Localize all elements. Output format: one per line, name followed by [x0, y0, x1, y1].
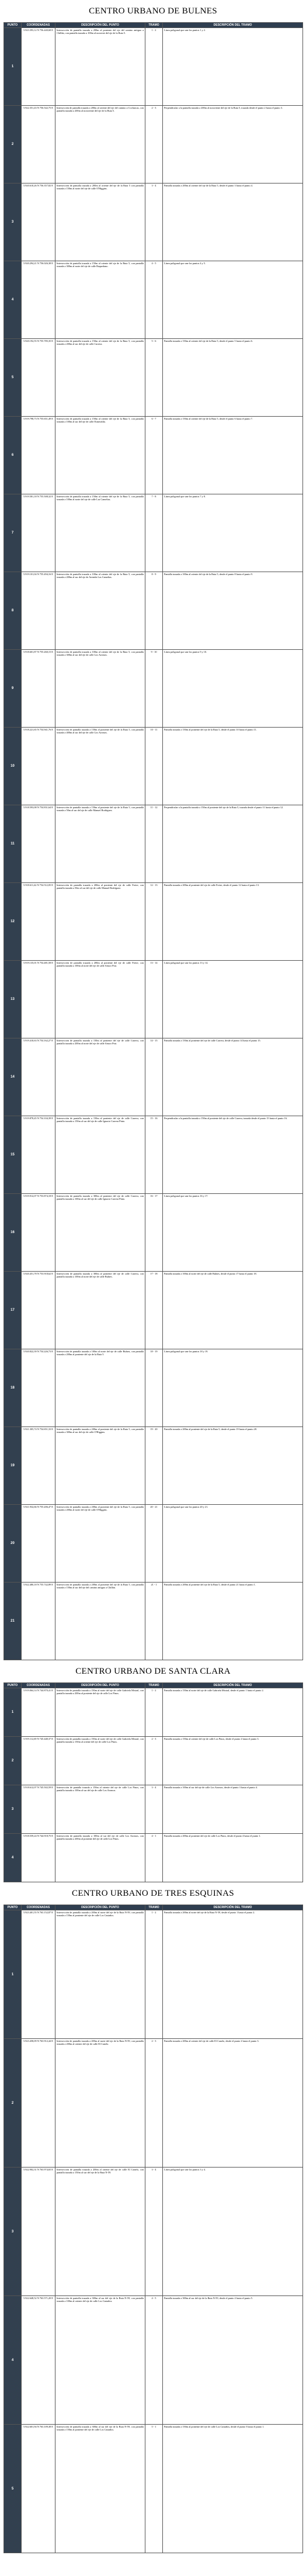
segment-description: Pantalla trazada a 200m al oriente del eje de calle El Canelo, desde el punto 2 hasta el punto 3.	[163, 2039, 303, 2168]
segment-description: Pantalla trazada a 150m al norte del eje de calle Gabriela Mistral, desde el punto 1 hasta el punto 2.	[163, 1688, 303, 1737]
segment-description: Línea poligonal que une los puntos 3 y 4.	[163, 2168, 303, 2296]
segment-description: Perpendicular a la pantalla trazada a 150m al poniente del eje de calle Carrera, trazada desde el punto 15 hasta el punto 16.	[163, 1116, 303, 1194]
segment-id: 19 - 20	[145, 1427, 163, 1505]
table-row	[4, 961, 303, 1038]
segment-id: 3 - 4	[145, 183, 163, 261]
table-row	[4, 1583, 303, 1660]
point-number: 14	[4, 1038, 22, 1116]
table-row	[4, 2039, 303, 2168]
segment-description: Pantalla trazada a 200m al poniente del eje de calle Freire, desde el punto 12 hasta el punto 13.	[163, 883, 303, 961]
point-description: Intersección de pantalla trazada a 150m al norte del eje de calle Gabriela Mistral, con pantalla trazada a 150m al oriente del eje de calle Los Pinos.	[55, 1737, 145, 1785]
segment-description: Línea poligonal que une los puntos 1 y 2.	[163, 28, 303, 106]
point-number: 18	[4, 1349, 22, 1427]
header-punto: PUNTO	[4, 1683, 22, 1688]
point-coordinates: 5.918.611,42 N 754.512,05 E	[22, 883, 55, 961]
segment-id: 1 - 2	[145, 1688, 163, 1737]
urban-center-section	[4, 1882, 302, 2553]
point-coordinates: 5.923.401,55 N 763.152,87 E	[22, 1910, 55, 2039]
point-description: Intersección de pantalla trazada a 150m al oriente del eje de la Ruta 5, con pantalla trazada a 300m al norte del eje de calle Baquedano.	[55, 261, 145, 339]
section-title: CENTRO URBANO DE BULNES	[89, 6, 217, 16]
segment-description: Pantalla trazada a 100m al sur del eje de calle Los Aromos, desde el punto 3 hasta el punto 4.	[163, 1785, 303, 1834]
section-title: CENTRO URBANO DE TRES ESQUINAS	[72, 1889, 234, 1898]
table-row	[4, 417, 303, 494]
header-descripcion-tramo: DESCRIPCIÓN DEL TRAMO	[163, 23, 303, 28]
point-coordinates: 5.923.393,12 N 756.440,68 E	[22, 28, 55, 106]
point-number: 4	[4, 2296, 22, 2425]
table-row	[4, 28, 303, 106]
header-descripcion-punto: DESCRIPCIÓN DEL PUNTO	[55, 23, 145, 28]
segment-id: 15 - 16	[145, 1116, 163, 1194]
segment-description: Perpendicular a la pantalla trazada a 150m al poniente del eje de la Ruta 5, trazada desde el punto 11 hasta el punto 12.	[163, 805, 303, 883]
point-description: Intersección de pantalla trazada a 200m al oriente del eje de la Ruta 5 con pantalla trazada a 150m al norte del eje de calle O'Higgins.	[55, 183, 145, 261]
point-description: Intersección de pantalla trazada a 200m al poniente del eje del camino antiguo a Chillán, con pantalla trazada a 100m al noroeste del eje de la Ruta 5.	[55, 28, 145, 106]
point-description: Intersección de pantalla trazada a 150m al oriente del eje de la Ruta 5, con pantalla trazada a 200m al sur del eje de calle Carrera.	[55, 339, 145, 417]
point-description: Intersección de pantalla trazada a 150m al poniente del eje de la Ruta 5, con pantalla trazada a 400m al sur del eje de calle Los Aromos.	[55, 728, 145, 805]
point-number: 16	[4, 1194, 22, 1272]
segment-description: Pantalla trazada a 200m al oriente del eje de la Ruta 5, desde el punto 3 hasta el punto 4.	[163, 183, 303, 261]
segment-id: 10 - 11	[145, 728, 163, 805]
segment-id: 4 - 5	[145, 261, 163, 339]
table-row	[4, 2425, 303, 2553]
point-coordinates: 5.921.932,66 N 755.206,47 E	[22, 1505, 55, 1583]
segment-description: Línea poligonal que une los puntos 18 y 19.	[163, 1349, 303, 1427]
point-number: 17	[4, 1272, 22, 1349]
segment-id: 20 - 21	[145, 1505, 163, 1583]
header-tramo: TRAMO	[145, 23, 163, 28]
point-description: Intersección de pantalla trazada a 200m al oriente del eje de calle El Canelo, con pantalla trazada a 150m al sur del eje de la Ruta N-59.	[55, 2168, 145, 2296]
point-coordinates: 5.919.410,63 N 754.162,27 E	[22, 1038, 55, 1116]
segment-description: Perpendicular a la pantalla trazada a 200m al nororiente del eje de la Ruta 5, trazada desde el punto 2 hasta el punto 3.	[163, 106, 303, 183]
point-coordinates: 5.920.610,26 N 756.357,82 E	[22, 183, 55, 261]
segment-id: 4 - 5	[145, 2296, 163, 2425]
header-descripcion-tramo: DESCRIPCIÓN DEL TRAMO	[163, 1683, 303, 1688]
point-description: Intersección de pantalla trazada a 100m al norte del eje de calle Bulnes, con pantalla trazada a 200m al poniente del eje de la Ruta 5.	[55, 1349, 145, 1427]
table-row	[4, 1688, 303, 1737]
header-tramo: TRAMO	[145, 1683, 163, 1688]
segment-id: 7 - 8	[145, 494, 163, 572]
table-row	[4, 1910, 303, 2039]
urban-center-section	[4, 0, 302, 1660]
point-description: Intersección de pantalla trazada a 200m al norte del eje de la Ruta N-59, con pantalla trazada a 200m al oriente del eje de calle El Canelo.	[55, 2039, 145, 2168]
table-row	[4, 1194, 303, 1272]
boundary-table	[4, 1682, 303, 1882]
point-coordinates: 5.920.822,39 N 754.226,73 E	[22, 1349, 55, 1427]
segment-description: Pantalla trazada a 150m al oriente del eje de la Ruta 5, desde el punto 6 hasta el punto 7.	[163, 417, 303, 494]
table-row	[4, 1427, 303, 1505]
table-header-row	[4, 1905, 303, 1910]
point-number: 10	[4, 728, 22, 805]
segment-description: Pantalla trazada a 200m al poniente del eje de calle Los Pinos, desde el punto 4 hasta el punto 1.	[163, 1834, 303, 1882]
point-description: Intersección de pantalla trazada a 300m al sur del eje de la Ruta N-59, con pantalla trazada a 150m al poniente del eje de calle Los Castaños.	[55, 2425, 145, 2553]
point-coordinates: 5.918.593,08 N 754.831,64 E	[22, 805, 55, 883]
point-description: Intersección de pantalla trazada a 150m al oriente del eje de la Ruta 5, con pantalla trazada a 100m al sur del eje de calle Esmeralda.	[55, 417, 145, 494]
point-description: Intersección de pantalla trazada a 200m al poniente del eje de calle Freire, con pantalla trazada a 50m al sur del eje de calle Manuel Rodríguez.	[55, 883, 145, 961]
point-number: 3	[4, 2168, 22, 2296]
point-number: 5	[4, 339, 22, 417]
point-number: 2	[4, 1737, 22, 1785]
header-descripcion-tramo: DESCRIPCIÓN DEL TRAMO	[163, 1905, 303, 1910]
point-description: Intersección de pantalla trazada a 200m al poniente del eje de calle Freire, con pantalla trazada a 100m al norte del eje de calle Arturo Prat.	[55, 961, 145, 1038]
segment-description: Línea poligonal que une los puntos 7 y 8.	[163, 494, 303, 572]
segment-description: Línea poligonal que une los puntos 20 y 21.	[163, 1505, 303, 1583]
point-description: Intersección de pantalla trazada a 200m al poniente del eje de la Ruta 5, con pantalla trazada a 200m al norte del eje de calle O'Higgins.	[55, 1505, 145, 1583]
point-description: Intersección de pantalla trazada a 200m al poniente del eje de la Ruta 5, con pantalla trazada a 150m al sur del eje del camino antiguo a Chillán.	[55, 1583, 145, 1660]
segment-description: Línea poligonal que une los puntos 4 y 5.	[163, 261, 303, 339]
point-coordinates: 5.919.581,18 N 755.508,32 E	[22, 494, 55, 572]
point-coordinates: 5.919.798,73 N 755.651,49 E	[22, 417, 55, 494]
table-row	[4, 1785, 303, 1834]
point-coordinates: 5.921.305,74 N 754.651,33 E	[22, 1427, 55, 1505]
segment-id: 8 - 9	[145, 572, 163, 650]
point-description: Intersección de pantalla trazada a 100m al oriente del eje de la Ruta 5, con pantalla trazada a 200m al sur del eje de Avenida Las Camelias.	[55, 572, 145, 650]
segment-id: 1 - 2	[145, 28, 163, 106]
point-description: Intersección de pantalla trazada a 200m al norte del eje de la Ruta N-59, con pantalla trazada a 150m al poniente del eje de calle Los Castaños.	[55, 1910, 145, 2039]
segment-description: Línea poligonal que une los puntos 9 y 10.	[163, 650, 303, 728]
point-number: 2	[4, 2039, 22, 2168]
table-row	[4, 106, 303, 183]
point-description: Intersección de pantalla trazada a 300m al poniente del eje de calle Carrera, con pantalla trazada a 100m al norte del eje de calle Bulnes.	[55, 1272, 145, 1349]
segment-id: 2 - 3	[145, 2039, 163, 2168]
point-description: Intersección de pantalla trazada a 150m al oriente del eje de la Ruta 5, con pantalla trazada a 100m al norte del eje de calle Las Camelias.	[55, 494, 145, 572]
point-description: Intersección de pantalla trazada a 150m al norte del eje de calle Gabriela Mistral, con pantalla trazada a 200m al poniente del eje de calle Los Pinos.	[55, 1688, 145, 1737]
point-coordinates: 5.922.480,18 N 755.742,89 E	[22, 1583, 55, 1660]
header-punto: PUNTO	[4, 1905, 22, 1910]
boundary-table	[4, 22, 303, 1660]
table-header-row	[4, 1683, 303, 1688]
header-coordenadas: COORDENADAS	[22, 1683, 55, 1688]
point-number: 13	[4, 961, 22, 1038]
table-row	[4, 1272, 303, 1349]
segment-id: 1 - 2	[145, 1910, 163, 2039]
segment-id: 11 - 12	[145, 805, 163, 883]
header-descripcion-punto: DESCRIPCIÓN DEL PUNTO	[55, 1683, 145, 1688]
segment-id: 5 - 6	[145, 339, 163, 417]
segment-id: 6 - 7	[145, 417, 163, 494]
point-number: 1	[4, 1910, 22, 2039]
segment-id: 18 - 19	[145, 1349, 163, 1427]
point-description: Intersección de pantalla trazada a 200m al oriente del eje del camino a Cocharcas, con pantalla trazada a 200m al nororiente del eje de la Ruta 5.	[55, 106, 145, 183]
segment-description: Pantalla trazada a 100m al oriente del eje de la Ruta 5, desde el punto 8 hasta el punto 9.	[163, 572, 303, 650]
segment-id: 3 - 4	[145, 1785, 163, 1834]
point-number: 21	[4, 1583, 22, 1660]
table-row	[4, 261, 303, 339]
table-row	[4, 1505, 303, 1583]
table-row	[4, 1349, 303, 1427]
table-row	[4, 1038, 303, 1116]
point-coordinates: 5.918.221,65 N 754.941,76 E	[22, 728, 55, 805]
segment-id: 3 - 4	[145, 2168, 163, 2296]
point-number: 7	[4, 494, 22, 572]
table-header-row	[4, 23, 303, 28]
point-description: Intersección de pantalla trazada a 150m al poniente del eje de calle Carrera, con pantalla trazada a 150m al sur del eje de calle Ignacio Carrera Pinto.	[55, 1116, 145, 1194]
urban-center-section	[4, 1660, 302, 1882]
table-row	[4, 650, 303, 728]
point-coordinates: 5.922.902,31 N 763.974,65 E	[22, 2168, 55, 2296]
point-coordinates: 5.919.912,07 N 753.874,18 E	[22, 1194, 55, 1272]
header-punto: PUNTO	[4, 23, 22, 28]
table-row	[4, 339, 303, 417]
point-number: 20	[4, 1505, 22, 1583]
point-coordinates: 5.918.612,07 N 745.502,59 E	[22, 1785, 55, 1834]
boundary-table	[4, 1905, 303, 2553]
segment-description: Pantalla trazada a 100m al norte del eje de calle Bulnes, desde el punto 17 hasta el punto 18.	[163, 1272, 303, 1349]
table-row	[4, 1834, 303, 1882]
section-title: CENTRO URBANO DE SANTA CLARA	[75, 1667, 231, 1676]
header-coordenadas: COORDENADAS	[22, 23, 55, 28]
point-number: 4	[4, 1834, 22, 1882]
point-coordinates: 5.919.135,01 N 754.481,58 E	[22, 961, 55, 1038]
segment-id: 13 - 14	[145, 961, 163, 1038]
table-row	[4, 2296, 303, 2425]
segment-description: Línea poligonal que une los puntos 13 y 14.	[163, 961, 303, 1038]
segment-id: 2 - 3	[145, 106, 163, 183]
point-coordinates: 5.920.451,78 N 753.918,62 E	[22, 1272, 55, 1349]
table-row	[4, 1116, 303, 1194]
point-number: 6	[4, 417, 22, 494]
point-number: 19	[4, 1427, 22, 1505]
point-number: 1	[4, 28, 22, 106]
table-row	[4, 883, 303, 961]
point-coordinates: 5.922.351,43 N 756.542,75 E	[22, 106, 55, 183]
segment-id: 14 - 15	[145, 1038, 163, 1116]
point-number: 15	[4, 1116, 22, 1194]
segment-description: Pantalla trazada a 200m al norte del eje de la Ruta N-59, desde el punto 1 hasta el punto 2.	[163, 1910, 303, 2039]
segment-id: 21 - 1	[145, 1583, 163, 1660]
point-coordinates: 5.923.458,09 N 763.912,44 E	[22, 2039, 55, 2168]
point-number: 3	[4, 183, 22, 261]
segment-description: Pantalla trazada a 150m al oriente del eje de la Ruta 5, desde el punto 5 hasta el punto 6.	[163, 339, 303, 417]
segment-description: Pantalla trazada a 150m al poniente del eje de la Ruta 5, desde el punto 10 hasta el punto 11.	[163, 728, 303, 805]
point-description: Intersección de pantalla trazada a 200m al poniente del eje de la Ruta 5, con pantalla trazada a 300m al sur del eje de calle O'Higgins.	[55, 1427, 145, 1505]
header-coordenadas: COORDENADAS	[22, 1905, 55, 1910]
point-number: 3	[4, 1785, 22, 1834]
segment-id: 4 - 1	[145, 1834, 163, 1882]
point-description: Intersección de pantalla trazada a 100m al oriente del eje de la Ruta 5, con pantalla trazada a 300m al sur del eje de calle Los Aromos.	[55, 650, 145, 728]
segment-id: 2 - 3	[145, 1737, 163, 1785]
table-row	[4, 572, 303, 650]
point-coordinates: 5.922.648,52 N 763.571,20 E	[22, 2296, 55, 2425]
point-number: 9	[4, 650, 22, 728]
table-row	[4, 728, 303, 805]
point-coordinates: 5.922.601,94 N 763.109,38 E	[22, 2425, 55, 2553]
segment-id: 16 - 17	[145, 1194, 163, 1272]
point-coordinates: 5.920.192,55 N 755.785,35 E	[22, 339, 55, 417]
point-coordinates: 5.919.101,04 N 755.494,16 E	[22, 572, 55, 650]
table-row	[4, 805, 303, 883]
segment-id: 17 - 18	[145, 1272, 163, 1349]
point-number: 2	[4, 106, 22, 183]
header-tramo: TRAMO	[145, 1905, 163, 1910]
segment-id: 9 - 10	[145, 650, 163, 728]
table-row	[4, 494, 303, 572]
segment-description: Pantalla trazada a 300m al sur del eje de la Ruta N-59, desde el punto 4 hasta el punto 5.	[163, 2296, 303, 2425]
point-coordinates: 5.918.601,87 N 755.260,15 E	[22, 650, 55, 728]
point-description: Intersección de pantalla trazada a 100m al sur del eje de calle Los Aromos, con pantalla trazada a 200m al poniente del eje de calle Los Pinos.	[55, 1834, 145, 1882]
point-description: Intersección de pantalla trazada a 150m al poniente del eje de calle Carrera, con pantalla trazada a 200m al norte del eje de calle Arturo Prat.	[55, 1038, 145, 1116]
point-number: 8	[4, 572, 22, 650]
point-description: Intersección de pantalla trazada a 150m al oriente del eje de calle Los Pinos, con pantalla trazada a 100m al sur del eje de calle Los Aromos.	[55, 1785, 145, 1834]
point-coordinates: 5.919.878,45 N 754.104,39 E	[22, 1116, 55, 1194]
segment-description: Pantalla trazada a 150m al poniente del eje de calle Carrera, desde el punto 14 hasta el punto 15.	[163, 1038, 303, 1116]
point-coordinates: 5.919.112,69 N 745.448,37 E	[22, 1737, 55, 1785]
point-number: 11	[4, 805, 22, 883]
segment-description: Línea poligonal que une los puntos 16 y 17.	[163, 1194, 303, 1272]
point-coordinates: 5.919.064,14 N 744.870,41 E	[22, 1688, 55, 1737]
segment-description: Pantalla trazada a 150m al poniente del eje de calle Los Castaños, desde el punto 5 hasta el punto 1.	[163, 2425, 303, 2553]
segment-description: Pantalla trazada a 200m al poniente del eje de la Ruta 5, desde el punto 21 hasta el punto 1.	[163, 1583, 303, 1660]
point-number: 1	[4, 1688, 22, 1737]
table-row	[4, 183, 303, 261]
point-description: Intersección de pantalla trazada a 150m al poniente del eje de la Ruta 5, con pantalla trazada a 50m al sur del eje de calle Manuel Rodríguez.	[55, 805, 145, 883]
table-row	[4, 1737, 303, 1785]
segment-id: 5 - 1	[145, 2425, 163, 2553]
point-description: Intersección de pantalla trazada a 300m al poniente del eje de calle Carrera, con pantalla trazada a 100m al sur del eje de calle Ignacio Carrera Pinto.	[55, 1194, 145, 1272]
point-description: Intersección de pantalla trazada a 300m al sur del eje de la Ruta N-59, con pantalla trazada a 100m al oriente del eje de calle Los Castaños.	[55, 2296, 145, 2425]
point-number: 4	[4, 261, 22, 339]
point-number: 5	[4, 2425, 22, 2553]
segment-description: Pantalla trazada a 150m al oriente del eje de calle Los Pinos, desde el punto 2 hasta el punto 3.	[163, 1737, 303, 1785]
segment-description: Pantalla trazada a 200m al poniente del eje de la Ruta 5, desde el punto 19 hasta el punto 20.	[163, 1427, 303, 1505]
table-row	[4, 2168, 303, 2296]
point-coordinates: 5.918.559,24 N 744.918,75 E	[22, 1834, 55, 1882]
point-coordinates: 5.920.294,21 N 756.026,38 E	[22, 261, 55, 339]
segment-id: 12 - 13	[145, 883, 163, 961]
header-descripcion-punto: DESCRIPCIÓN DEL PUNTO	[55, 1905, 145, 1910]
point-number: 12	[4, 883, 22, 961]
